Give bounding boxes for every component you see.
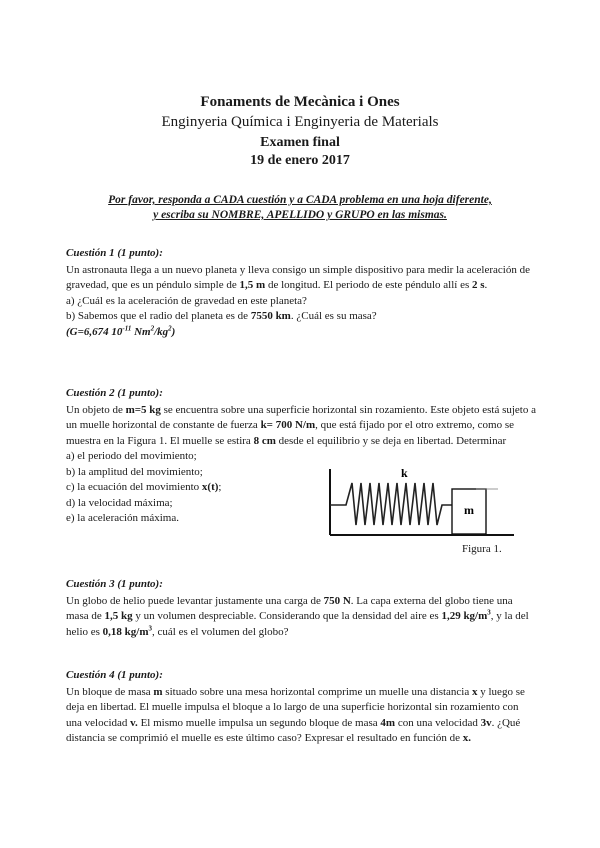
degree-subtitle: Enginyeria Química i Enginyeria de Materials	[161, 114, 439, 130]
q3-helium-density: 0,18 kg/m	[102, 625, 149, 638]
question-3-heading: Cuestión 3 (1 punto):	[66, 578, 163, 590]
q4-m: m	[153, 685, 163, 698]
q1-b-text-2: . ¿Cuál es su masa?	[290, 310, 377, 322]
q3-air-density: 1,29 kg/m	[441, 610, 488, 622]
q3-load: 750 N	[323, 594, 351, 607]
q3-text-5: , cuál es el volumen del globo?	[152, 625, 289, 638]
question-4	[66, 668, 536, 747]
q2-spring-constant: k= 700 N/m	[260, 419, 316, 431]
q4-v: v.	[130, 716, 138, 729]
q2-stretch: 8 cm	[253, 434, 276, 447]
q2-c-text-1: c) la ecuación del movimiento	[66, 481, 202, 493]
q1-part-a: a) ¿Cuál es la aceleración de gravedad en este planeta?	[66, 294, 307, 307]
question-1-heading: Cuestión 1 (1 punto):	[66, 247, 163, 259]
q2-mass: m=5 kg	[125, 403, 161, 416]
instructions-notice	[70, 193, 530, 223]
q1-gravity-constant	[66, 325, 536, 341]
q3-text-1: Un globo de helio puede levantar justamente una carga de	[66, 594, 324, 607]
q1-g-3: /kg	[154, 325, 169, 338]
q1-g-1: (G=6,674 10	[66, 325, 123, 338]
q3-text-3: y un volumen despreciable. Considerando que la densidad del aire es	[132, 610, 442, 622]
q4-text-6: . ¿Qué distancia se comprimió el muelle es este último caso? Expresar el resultado en función de	[66, 716, 521, 744]
exam-date: 19 de enero 2017	[250, 153, 350, 168]
q3-text-4: , y la del helio es	[66, 610, 529, 638]
question-1-statement	[66, 263, 536, 294]
q1-length: 1,5 m	[239, 279, 266, 291]
question-3	[66, 577, 536, 640]
question-2-statement	[66, 403, 536, 450]
q1-g-exp3: 2	[168, 323, 172, 332]
q4-text-2: situado sobre una mesa horizontal comprime un muelle una distancia	[162, 685, 472, 698]
question-3-statement	[66, 594, 536, 641]
q4-3v: 3v	[480, 716, 492, 729]
question-4-heading: Cuestión 4 (1 punto):	[66, 669, 163, 681]
notice-line-1: Por favor, responda a CADA cuestión y a CADA problema en una hoja diferente,	[108, 194, 492, 206]
q2-text-3: , que está fijado por el otro extremo, como se muestra en la Figura 1. El muelle se estira	[66, 419, 514, 447]
q3-exp-1: 3	[487, 608, 491, 617]
exam-type: Examen final	[260, 135, 340, 150]
q2-parts	[66, 449, 326, 527]
exam-header	[0, 92, 600, 170]
figure-label-m: m	[464, 503, 474, 517]
q1-g-exp2: 2	[150, 323, 155, 332]
figure-spring	[330, 483, 452, 525]
q2-part-a: a) el periodo del movimiento;	[66, 450, 197, 462]
q2-part-d: d) la velocidad máxima;	[66, 496, 173, 509]
q1-text-2: de longitud. El periodo de este péndulo allí es	[265, 279, 473, 291]
q1-b-text-1: b) Sabemos que el radio del planeta es de	[66, 310, 251, 322]
question-1	[66, 246, 536, 340]
question-2-heading: Cuestión 2 (1 punto):	[66, 387, 163, 399]
spring-mass-figure	[326, 465, 516, 537]
q2-part-e: e) la aceleración máxima.	[66, 512, 179, 524]
q1-g-2: Nm	[131, 325, 151, 338]
q2-part-c	[66, 480, 326, 496]
question-4-statement	[66, 685, 536, 747]
q3-mass: 1,5 kg	[104, 610, 133, 622]
q1-g-4: )	[171, 325, 176, 338]
q1-text-1: Un astronauta llega a un nuevo planeta y lleva consigo un simple dispositivo para medir la aceleración de gravedad, que es un péndulo simple de	[66, 263, 530, 291]
q4-4m: 4m	[380, 716, 396, 729]
q4-text-1: Un bloque de masa	[66, 685, 154, 698]
figure-label-k: k	[401, 466, 408, 480]
q1-text-3: .	[484, 279, 488, 291]
q4-text-5: con una velocidad	[395, 716, 481, 729]
q4-x2: x.	[462, 732, 472, 744]
q2-part-b: b) la amplitud del movimiento;	[66, 465, 203, 478]
q4-text-4: El mismo muelle impulsa un segundo bloque de masa	[137, 716, 381, 729]
q1-g-exp: -11	[122, 323, 132, 332]
notice-line-2: y escriba su NOMBRE, APELLIDO y GRUPO en las mismas.	[153, 209, 447, 221]
figure-caption: Figura 1.	[462, 543, 502, 555]
q2-c-xt: x(t)	[201, 481, 219, 493]
q2-c-text-2: ;	[218, 481, 222, 493]
q1-period: 2 s	[472, 279, 485, 291]
q1-part-b	[66, 309, 536, 325]
q3-exp-2: 3	[148, 623, 153, 632]
q1-radius: 7550 km	[250, 310, 291, 322]
q2-text-4: desde el equilibrio y se deja en libertad. Determinar	[275, 434, 507, 447]
q4-text-3: y luego se deja en libertad. El muelle impulsa el bloque a lo largo de una superficie horizontal sin rozamiento con una velocidad	[66, 685, 525, 729]
course-title: Fonaments de Mecànica i Ones	[200, 94, 400, 110]
q2-text-1: Un objeto de	[66, 403, 126, 416]
q2-text-2: se encuentra sobre una superficie horizontal sin rozamiento. Este objeto está sujeto a un muelle horizontal de constante de fuerza	[66, 403, 536, 431]
q4-x: x	[472, 685, 478, 698]
q3-text-2: . La capa externa del globo tiene una masa de	[66, 594, 513, 622]
